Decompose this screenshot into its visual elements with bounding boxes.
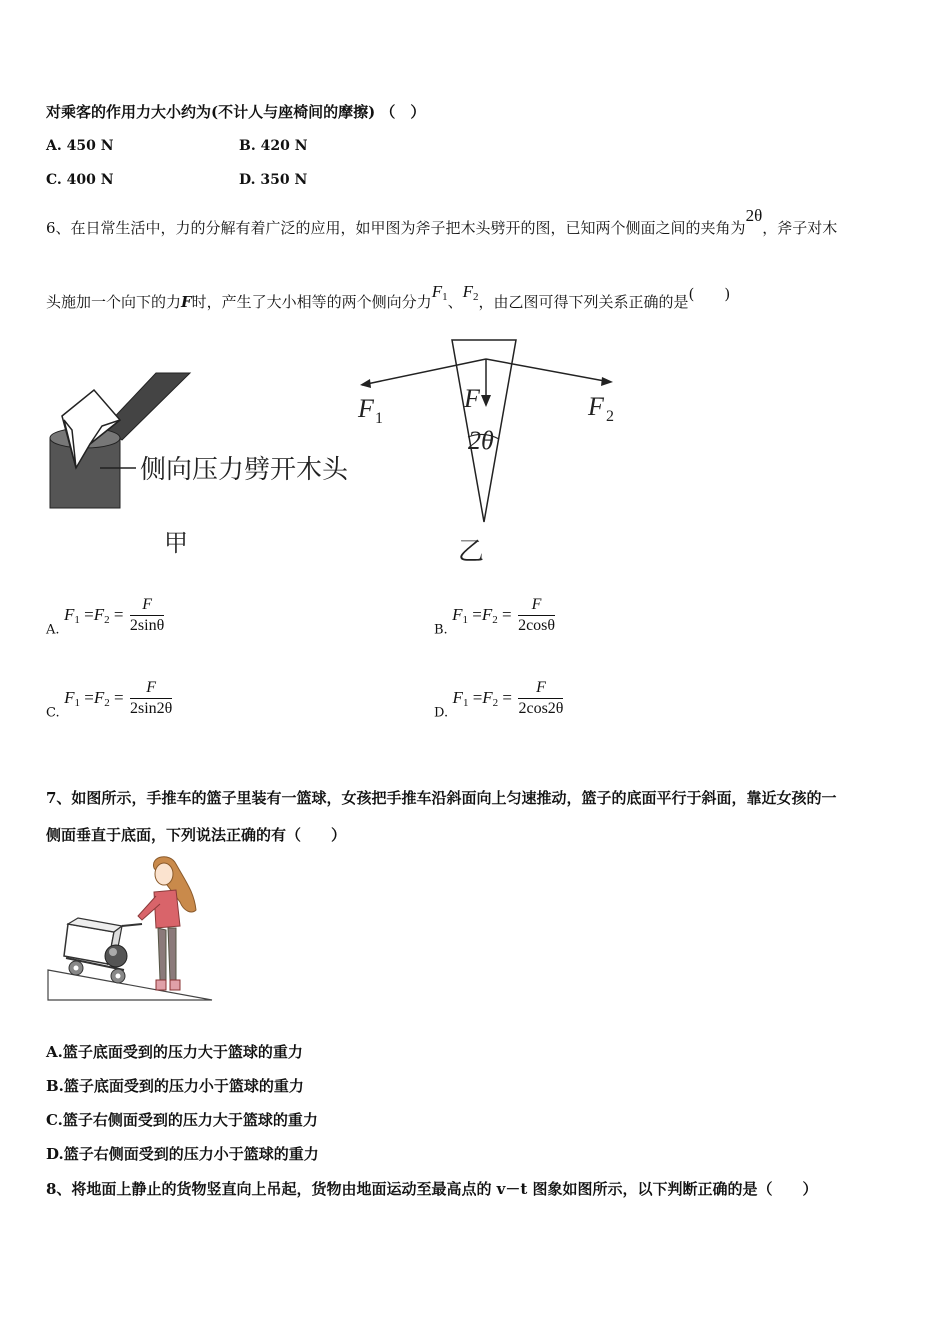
q6-option-a	[46, 596, 164, 638]
label-f2: F	[588, 392, 604, 421]
label-f: F	[464, 384, 480, 413]
q5-option-d	[239, 172, 307, 188]
q6-option-b	[434, 596, 555, 638]
option-text: 420 N	[260, 138, 308, 154]
q6-stem-line1	[46, 206, 838, 238]
q7-option-c: C.篮子右侧面受到的压力大于篮球的重力	[46, 1111, 318, 1129]
q6-angle: 2θ	[745, 206, 763, 225]
equals: =	[502, 605, 512, 624]
q6-sep: 、	[447, 293, 463, 311]
option-formula	[453, 688, 512, 709]
girl	[138, 857, 196, 990]
q6-option-d	[434, 679, 563, 721]
arrow-f2-head	[601, 377, 613, 386]
f2-sub: 2	[492, 697, 499, 709]
q5-option-a	[46, 138, 114, 154]
q6-paren: ( )	[688, 285, 731, 303]
option-text: 450 N	[66, 138, 114, 154]
q5-option-b	[239, 138, 308, 154]
f2-sub: 2	[104, 614, 110, 626]
fraction	[130, 679, 172, 718]
q7-stem-line2: 侧面垂直于底面，下列说法正确的有（ ）	[46, 826, 347, 844]
option-letter: C.	[46, 705, 60, 721]
equals: =	[472, 605, 482, 624]
cart	[64, 918, 142, 983]
q6-text: 6、在日常生活中，力的分解有着广泛的应用，如甲图为斧子把木头劈开的图，已知两个侧面之间的夹角为	[46, 219, 746, 237]
f1-sub: 1	[442, 291, 448, 303]
option-letter: D.	[239, 172, 256, 188]
option-text: 350 N	[260, 172, 308, 188]
figure-side-label: 侧向压力劈开木头	[140, 455, 349, 485]
q8-stem: 8、将地面上静止的货物竖直向上吊起，货物由地面运动至最高点的 v－t 图象如图所示，以下判断正确的是（ ）	[46, 1180, 818, 1198]
f1: F	[452, 688, 463, 707]
q6-f1	[432, 282, 448, 301]
equals: =	[502, 688, 513, 707]
denominator: 2sinθ	[129, 617, 165, 634]
option-text: 400 N	[66, 172, 114, 188]
f2: F	[93, 605, 105, 624]
figure-caption-jia: 甲	[164, 529, 188, 557]
q6-text-end: ，斧子对木	[762, 219, 838, 237]
q6-stem-line2	[46, 282, 731, 313]
equals: =	[84, 605, 94, 624]
f1-sub: 1	[74, 614, 80, 626]
q7-option-b: B.篮子底面受到的压力小于篮球的重力	[46, 1077, 304, 1095]
equals: =	[472, 688, 483, 707]
numerator: F	[130, 596, 164, 616]
q7-stem-line1: 7、如图所示，手推车的篮子里装有一篮球，女孩把手推车沿斜面向上匀速推动，篮子的底面平行于斜面，靠近女孩的一	[46, 789, 837, 807]
denominator: 2cosθ	[518, 617, 556, 634]
label-f1-sub: 1	[375, 410, 383, 427]
axe-figure	[44, 368, 374, 563]
f1-letter: F	[431, 282, 443, 301]
q5-stem: 对乘客的作用力大小约为(不计人与座椅间的摩擦) （ ）	[46, 103, 426, 121]
f1: F	[63, 605, 75, 624]
q6-text-c: ，由乙图可得下列关系正确的是	[478, 293, 689, 311]
option-letter: D.	[434, 705, 449, 721]
f1: F	[64, 688, 75, 707]
axe-handle	[104, 373, 190, 440]
f2: F	[481, 605, 493, 624]
option-formula	[64, 688, 123, 709]
f1-sub: 1	[462, 614, 469, 626]
q6-text-b: 时，产生了大小相等的两个侧向分力	[191, 293, 432, 311]
option-letter: A.	[46, 138, 62, 154]
numerator: F	[518, 596, 555, 616]
equals: =	[113, 605, 124, 624]
q7-option-d: D.篮子右侧面受到的压力小于篮球的重力	[46, 1145, 319, 1163]
cart-girl-figure	[46, 852, 218, 1004]
fraction	[518, 679, 563, 718]
figure-caption-yi: 乙	[458, 537, 485, 567]
option-formula	[64, 605, 123, 626]
label-angle: 2θ	[468, 426, 494, 455]
q6-option-c	[46, 679, 172, 721]
label-f2-sub: 2	[606, 408, 614, 425]
option-letter: B.	[434, 622, 448, 638]
numerator: F	[518, 679, 563, 699]
wedge-force-diagram	[350, 335, 630, 570]
f2-letter: F	[462, 282, 473, 301]
q6-f2	[463, 282, 479, 301]
q6-force: F	[181, 293, 192, 311]
basketball-icon	[105, 945, 127, 967]
f1: F	[452, 605, 463, 624]
numerator: F	[130, 679, 172, 699]
option-formula	[452, 605, 511, 626]
fraction	[518, 596, 555, 635]
option-letter: B.	[239, 138, 256, 154]
equals: =	[113, 688, 124, 707]
option-letter: A.	[46, 622, 60, 638]
q7-option-a: A.篮子底面受到的压力大于篮球的重力	[46, 1043, 303, 1061]
f1-sub: 1	[462, 697, 469, 709]
option-letter: C.	[46, 172, 62, 188]
f1-sub: 1	[74, 697, 80, 709]
q6-text-a: 头施加一个向下的力	[46, 293, 182, 311]
label-f1: F	[358, 394, 374, 423]
f2: F	[93, 688, 105, 707]
denominator: 2cos2θ	[518, 700, 564, 717]
q5-option-c	[46, 172, 114, 188]
f2: F	[482, 688, 493, 707]
f2-sub: 2	[104, 697, 110, 709]
f2-sub: 2	[492, 614, 498, 626]
fraction	[130, 596, 164, 635]
denominator: 2sin2θ	[130, 700, 173, 717]
arrow-f1-head	[360, 379, 371, 388]
equals: =	[84, 688, 94, 707]
f2-sub: 2	[472, 291, 479, 303]
